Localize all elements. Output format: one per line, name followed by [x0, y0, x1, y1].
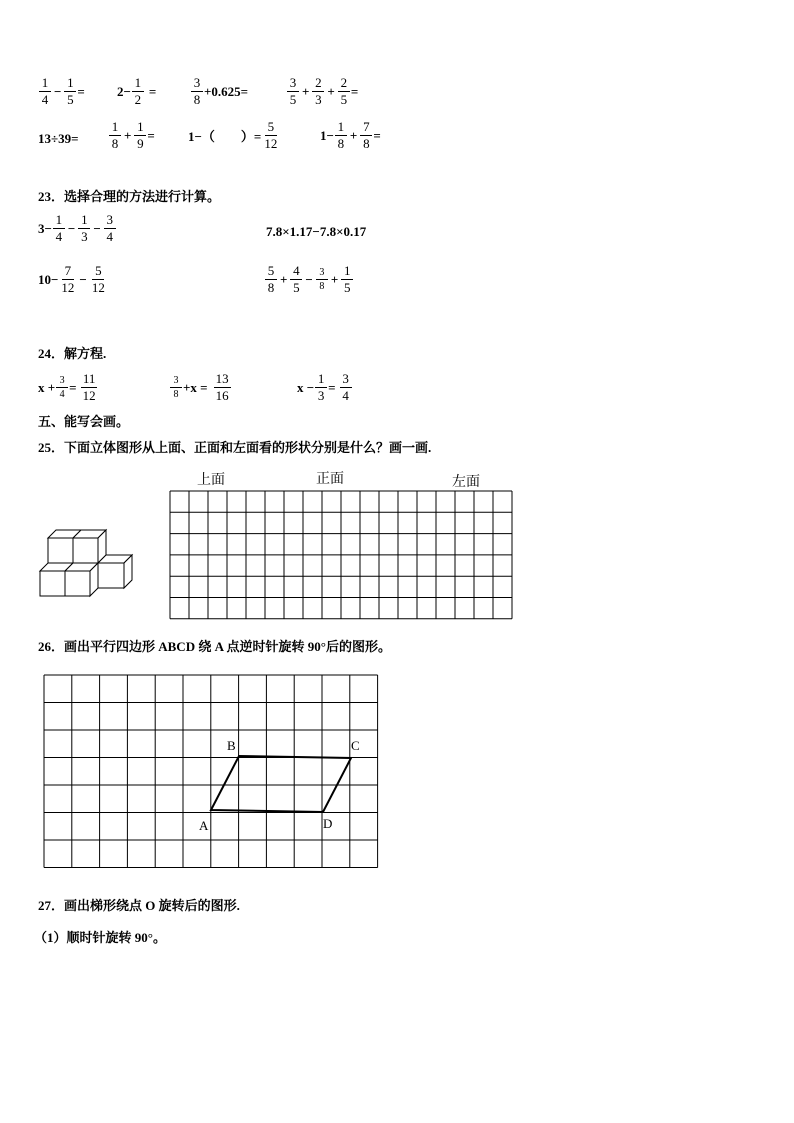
- calc-row-2-e3: 1−（ ）= $\frac{5}{12}$: [188, 119, 278, 151]
- calc-row-2-e2: $\frac{1}{8}$ + $\frac{1}{9}$ =: [108, 120, 155, 151]
- calc-row-1-e4: $\frac{3}{5}$ + $\frac{2}{3}$ + $\frac{2}{5}$ =: [286, 76, 358, 107]
- vertex-label-c: C: [351, 738, 360, 753]
- calc-row-2-e1: 13÷39=: [38, 131, 79, 147]
- vertex-label-d: D: [323, 816, 333, 831]
- q24-equation-3: x − $\frac{1}{3}$ = $\frac{3}{4}$: [297, 372, 353, 403]
- question-27-title: 27．画出梯形绕点 O 旋转后的图形.: [38, 898, 240, 913]
- fraction: $\frac{2}{5}$: [338, 76, 350, 107]
- q23-problem-3: 10− $\frac{7}{12}$ − $\frac{5}{12}$: [38, 263, 105, 295]
- q24-equation-2: $\frac{3}{8}$ +x = $\frac{13}{16}$: [169, 372, 232, 403]
- fraction: $\frac{3}{8}$: [316, 267, 328, 292]
- section-5-title: 五、能写会画。: [38, 414, 130, 429]
- fraction: $\frac{1}{8}$: [335, 120, 347, 151]
- view-label-left: 左面: [452, 473, 480, 489]
- question-23-title: 23．选择合理的方法进行计算。: [38, 189, 221, 204]
- question-24-title: 24．解方程.: [38, 346, 107, 361]
- cube-stack-figure: [36, 526, 136, 598]
- fraction: $\frac{13}{16}$: [215, 371, 229, 403]
- view-drawing-grid[interactable]: [169, 490, 513, 622]
- fraction: $\frac{5}{8}$: [265, 264, 277, 295]
- parallelogram-grid[interactable]: [43, 674, 381, 868]
- fraction: $\frac{1}{3}$: [315, 372, 327, 403]
- fraction: $\frac{1}{2}$: [132, 76, 144, 107]
- q23-problem-1: 3− $\frac{1}{4}$ − $\frac{1}{3}$ − $\frac{3}{4}$: [38, 213, 117, 244]
- grid-lines: [170, 491, 512, 619]
- fraction: $\frac{3}{4}$: [104, 213, 116, 244]
- grid-lines: [44, 675, 378, 868]
- fraction: $\frac{3}{4}$: [56, 375, 68, 400]
- vertex-label-b: B: [227, 738, 236, 753]
- q23-problem-2: 7.8×1.17−7.8×0.17: [266, 224, 367, 239]
- view-label-top: 上面: [197, 471, 225, 487]
- fraction: $\frac{2}{3}$: [312, 76, 324, 107]
- fraction: $\frac{4}{5}$: [290, 264, 302, 295]
- fraction: $\frac{3}{8}$: [191, 76, 203, 107]
- view-label-front: 正面: [316, 470, 344, 486]
- fraction: $\frac{3}{4}$: [340, 372, 352, 403]
- calc-row-2-e4: 1− $\frac{1}{8}$ + $\frac{7}{8}$ =: [320, 119, 381, 151]
- fraction: $\frac{7}{8}$: [360, 120, 372, 151]
- question-27-sub-1: （1）顺时针旋转 90°。: [34, 930, 166, 945]
- calc-row-1-e2: 2− $\frac{1}{2}$ =: [117, 75, 157, 107]
- fraction: $\frac{1}{4}$: [53, 213, 65, 244]
- question-25-title: 25．下面立体图形从上面、正面和左面看的形状分别是什么？画一画.: [38, 440, 432, 455]
- vertex-label-a: A: [199, 818, 209, 833]
- calc-row-1-e3: $\frac{3}{8}$ +0.625=: [190, 76, 248, 107]
- fraction: $\frac{7}{12}$: [61, 263, 75, 295]
- fraction: $\frac{1}{8}$: [109, 120, 121, 151]
- fraction: $\frac{5}{12}$: [264, 119, 278, 151]
- fraction: $\frac{1}{5}$: [64, 76, 76, 107]
- fraction: $\frac{1}{9}$: [134, 120, 146, 151]
- q24-equation-1: x + $\frac{3}{4}$ = $\frac{11}{12}$: [38, 371, 96, 403]
- calc-row-1: $\frac{1}{4}$ − $\frac{1}{5}$ =: [38, 76, 85, 107]
- fraction: $\frac{1}{5}$: [341, 264, 353, 295]
- fraction: $\frac{3}{5}$: [287, 76, 299, 107]
- fraction: $\frac{5}{12}$: [91, 263, 105, 295]
- fraction: $\frac{1}{4}$: [39, 76, 51, 107]
- parallelogram-abcd: [211, 756, 351, 812]
- fraction: $\frac{1}{3}$: [78, 213, 90, 244]
- question-26-title: 26．画出平行四边形 ABCD 绕 A 点逆时针旋转 90°后的图形。: [38, 639, 391, 654]
- fraction: $\frac{3}{8}$: [170, 375, 182, 400]
- fraction: $\frac{11}{12}$: [82, 371, 96, 403]
- q23-problem-4: $\frac{5}{8}$ + $\frac{4}{5}$ − $\frac{3}{8}$ + $\frac{1}{5}$: [264, 264, 354, 295]
